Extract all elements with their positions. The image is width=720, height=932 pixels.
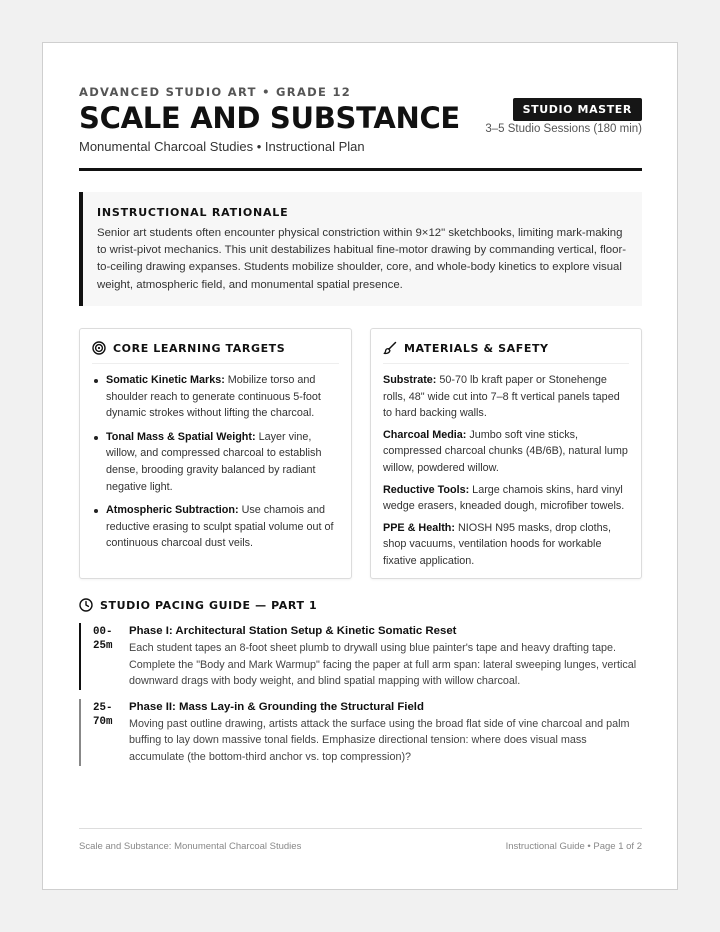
learning-targets-list bbox=[92, 372, 339, 552]
clock-icon bbox=[79, 598, 93, 612]
footer-doc-title: Scale and Substance: Monumental Charcoal Studies bbox=[79, 841, 302, 852]
phase-title: Phase I: Architectural Station Setup & Kinetic Somatic Reset bbox=[129, 625, 457, 637]
document-page bbox=[42, 42, 678, 890]
pacing-heading: STUDIO PACING GUIDE — PART 1 bbox=[100, 598, 318, 612]
phase-item bbox=[79, 699, 642, 766]
phase-time bbox=[93, 623, 119, 690]
footer-divider bbox=[79, 828, 642, 829]
footer-page-number: Instructional Guide • Page 1 of 2 bbox=[505, 841, 642, 852]
target-term: Somatic Kinetic Marks: bbox=[106, 374, 225, 386]
rationale-callout bbox=[79, 192, 642, 306]
materials-header bbox=[383, 341, 629, 364]
material-text: Large chamois skins, hard vinyl wedge erasers, kneaded dough, microfiber towels. bbox=[383, 483, 625, 513]
pacing-timeline bbox=[79, 623, 642, 775]
phase-item bbox=[79, 623, 642, 690]
phase-body bbox=[129, 623, 642, 690]
list-item bbox=[383, 482, 629, 515]
target-icon bbox=[92, 341, 106, 355]
header-divider bbox=[79, 168, 642, 171]
sessions-duration: 3–5 Studio Sessions (180 min) bbox=[485, 123, 642, 135]
material-text: NIOSH N95 masks, drop cloths, shop vacuums, ventilation hoods for workable fixative application. bbox=[383, 521, 612, 567]
studio-master-badge: STUDIO MASTER bbox=[513, 98, 642, 121]
phase-title: Phase II: Mass Lay-in & Grounding the Structural Field bbox=[129, 700, 424, 713]
course-kicker: ADVANCED STUDIO ART • GRADE 12 bbox=[79, 85, 352, 99]
target-term: Atmospheric Subtraction: bbox=[106, 504, 239, 517]
materials-card bbox=[370, 328, 642, 579]
material-text: Jumbo soft vine sticks, compressed charcoal chunks (4B/6B), natural lump willow, powdered willow. bbox=[383, 428, 628, 474]
phase-time bbox=[93, 699, 119, 766]
materials-heading: MATERIALS & SAFETY bbox=[404, 341, 549, 355]
material-term: Reductive Tools: bbox=[383, 483, 470, 496]
learning-targets-card bbox=[79, 328, 352, 579]
material-text: 50-70 lb kraft paper or Stonehenge rolls, 48" wide cut into 7–8 ft vertical panels taped to hard backing walls. bbox=[383, 374, 620, 420]
phase-time-end: 25m bbox=[93, 640, 113, 652]
learning-targets-header bbox=[92, 341, 339, 364]
phase-text: Each student tapes an 8-foot sheet plumb to drywall using blue painter's tape and heavy drafting tape. Complete the "Body and Mark Warmup" facing the paper at full arm span: lateral sweeping lunges, vertical downward drags with body weight, and blind spatial mapping with willow charcoal. bbox=[129, 642, 637, 688]
rationale-heading: INSTRUCTIONAL RATIONALE bbox=[97, 206, 289, 219]
list-item bbox=[92, 372, 339, 422]
list-item bbox=[383, 520, 629, 570]
phase-text: Moving past outline drawing, artists attack the surface using the broad flat side of vine charcoal and palm buffing to lay down massive tonal fields. Emphasize directional tension: where does visual mass accumulate (the bottom-third anchor vs. top compression)? bbox=[129, 717, 630, 763]
pacing-header bbox=[79, 598, 317, 612]
brush-icon bbox=[383, 341, 397, 355]
material-term: Substrate: bbox=[383, 374, 437, 386]
phase-body bbox=[129, 699, 642, 766]
list-item bbox=[92, 502, 339, 552]
list-item bbox=[383, 372, 629, 422]
materials-list bbox=[383, 372, 629, 570]
material-term: PPE & Health: bbox=[383, 521, 455, 534]
target-text: Use chamois and reductive erasing to sculpt spatial volume out of continuous charcoal dust veils. bbox=[106, 504, 334, 550]
learning-targets-heading: CORE LEARNING TARGETS bbox=[113, 341, 286, 355]
phase-time-start: 25- bbox=[93, 701, 113, 714]
page-title: SCALE AND SUBSTANCE bbox=[79, 101, 460, 135]
material-term: Charcoal Media: bbox=[383, 428, 467, 441]
page-subtitle: Monumental Charcoal Studies • Instructional Plan bbox=[79, 139, 365, 154]
list-item bbox=[92, 429, 339, 495]
phase-time-start: 00- bbox=[93, 626, 113, 638]
rationale-text: Senior art students often encounter physical constriction within 9×12" sketchbooks, limiting mark-making to wrist-pivot mechanics. This unit destabilizes habitual fine-motor drawing by commanding vertical, floor-to-ceiling drawing expanses. Students mobilize shoulder, core, and whole-body kinetics to explore visual weight, atmospheric field, and monumental spatial presence. bbox=[97, 227, 627, 291]
target-term: Tonal Mass & Spatial Weight: bbox=[106, 430, 256, 443]
list-item bbox=[383, 427, 629, 477]
phase-time-end: 70m bbox=[93, 715, 113, 728]
target-text: Mobilize torso and shoulder reach to generate continuous 5-foot dynamic strokes without lifting the charcoal. bbox=[106, 374, 321, 420]
target-text: Layer vine, willow, and compressed charcoal to establish dense, brooding gravity balanced by radiant negative light. bbox=[106, 430, 322, 493]
